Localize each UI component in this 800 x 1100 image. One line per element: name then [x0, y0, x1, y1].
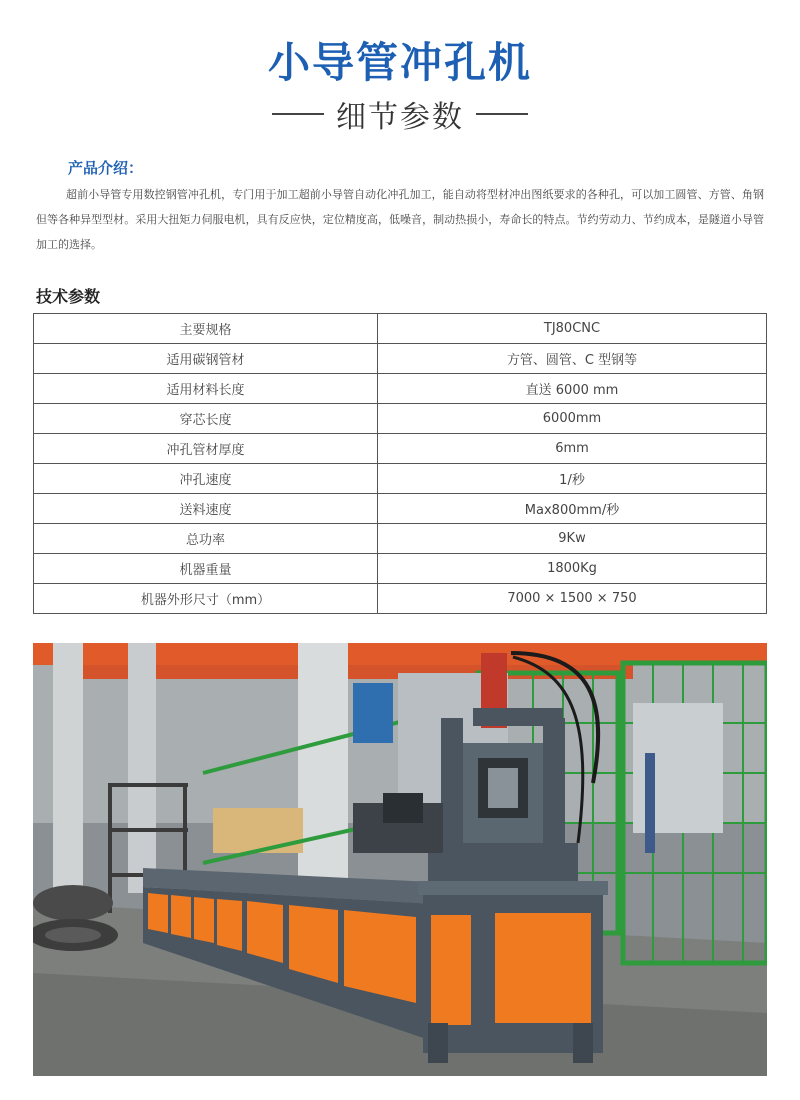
- table-row: [34, 584, 767, 614]
- table-row: [34, 374, 767, 404]
- table-row: [34, 314, 767, 344]
- page-subtitle: 细节参数: [336, 100, 464, 135]
- intro-heading: 产品介绍：: [68, 159, 144, 177]
- pillar: [298, 643, 348, 883]
- spec-table: [33, 313, 767, 614]
- spec-value: 直送 6000 mm: [378, 374, 767, 404]
- table-row: [34, 434, 767, 464]
- machine-illustration: [33, 643, 767, 1076]
- table-row: [34, 344, 767, 374]
- subtitle-divider-right: [476, 113, 528, 115]
- spec-value: 9Kw: [378, 524, 767, 554]
- spec-value: 1/秒: [378, 464, 767, 494]
- machine-photo: [33, 643, 767, 1076]
- spec-value: TJ80CNC: [378, 314, 767, 344]
- spec-label: 机器外形尺寸（mm）: [34, 584, 378, 614]
- spec-label: 送料速度: [34, 494, 378, 524]
- spec-label: 机器重量: [34, 554, 378, 584]
- spec-value: 6mm: [378, 434, 767, 464]
- spec-value: 6000mm: [378, 404, 767, 434]
- spec-value: Max800mm/秒: [378, 494, 767, 524]
- page-title: 小导管冲孔机: [267, 38, 532, 87]
- subtitle-row: [0, 92, 800, 136]
- spec-label: 冲孔速度: [34, 464, 378, 494]
- spec-heading: 技术参数: [36, 287, 101, 306]
- table-row: [34, 524, 767, 554]
- spec-label: 适用碳钢管材: [34, 344, 378, 374]
- spec-label: 总功率: [34, 524, 378, 554]
- table-row: [34, 464, 767, 494]
- spec-value: 方管、圆管、C 型钢等: [378, 344, 767, 374]
- subtitle-divider-left: [272, 113, 324, 115]
- spec-label: 适用材料长度: [34, 374, 378, 404]
- spec-value: 1800Kg: [378, 554, 767, 584]
- spec-value: 7000 × 1500 × 750: [378, 584, 767, 614]
- spec-label: 主要规格: [34, 314, 378, 344]
- spec-label: 穿芯长度: [34, 404, 378, 434]
- table-row: [34, 494, 767, 524]
- table-row: [34, 554, 767, 584]
- intro-text: 超前小导管专用数控钢管冲孔机，专门用于加工超前小导管自动化冲孔加工，能自动将型材冲出图纸要求的各种孔，可以加工圆管、方管、角钢但等各种异型型材。采用大扭矩力伺服电机，具有反应快，定位精度高，低噪音，制动热损小，寿命长的特点。节约劳动力、节约成本，是隧道小导管加工的选择。: [36, 188, 764, 251]
- spec-label: 冲孔管材厚度: [34, 434, 378, 464]
- table-row: [34, 404, 767, 434]
